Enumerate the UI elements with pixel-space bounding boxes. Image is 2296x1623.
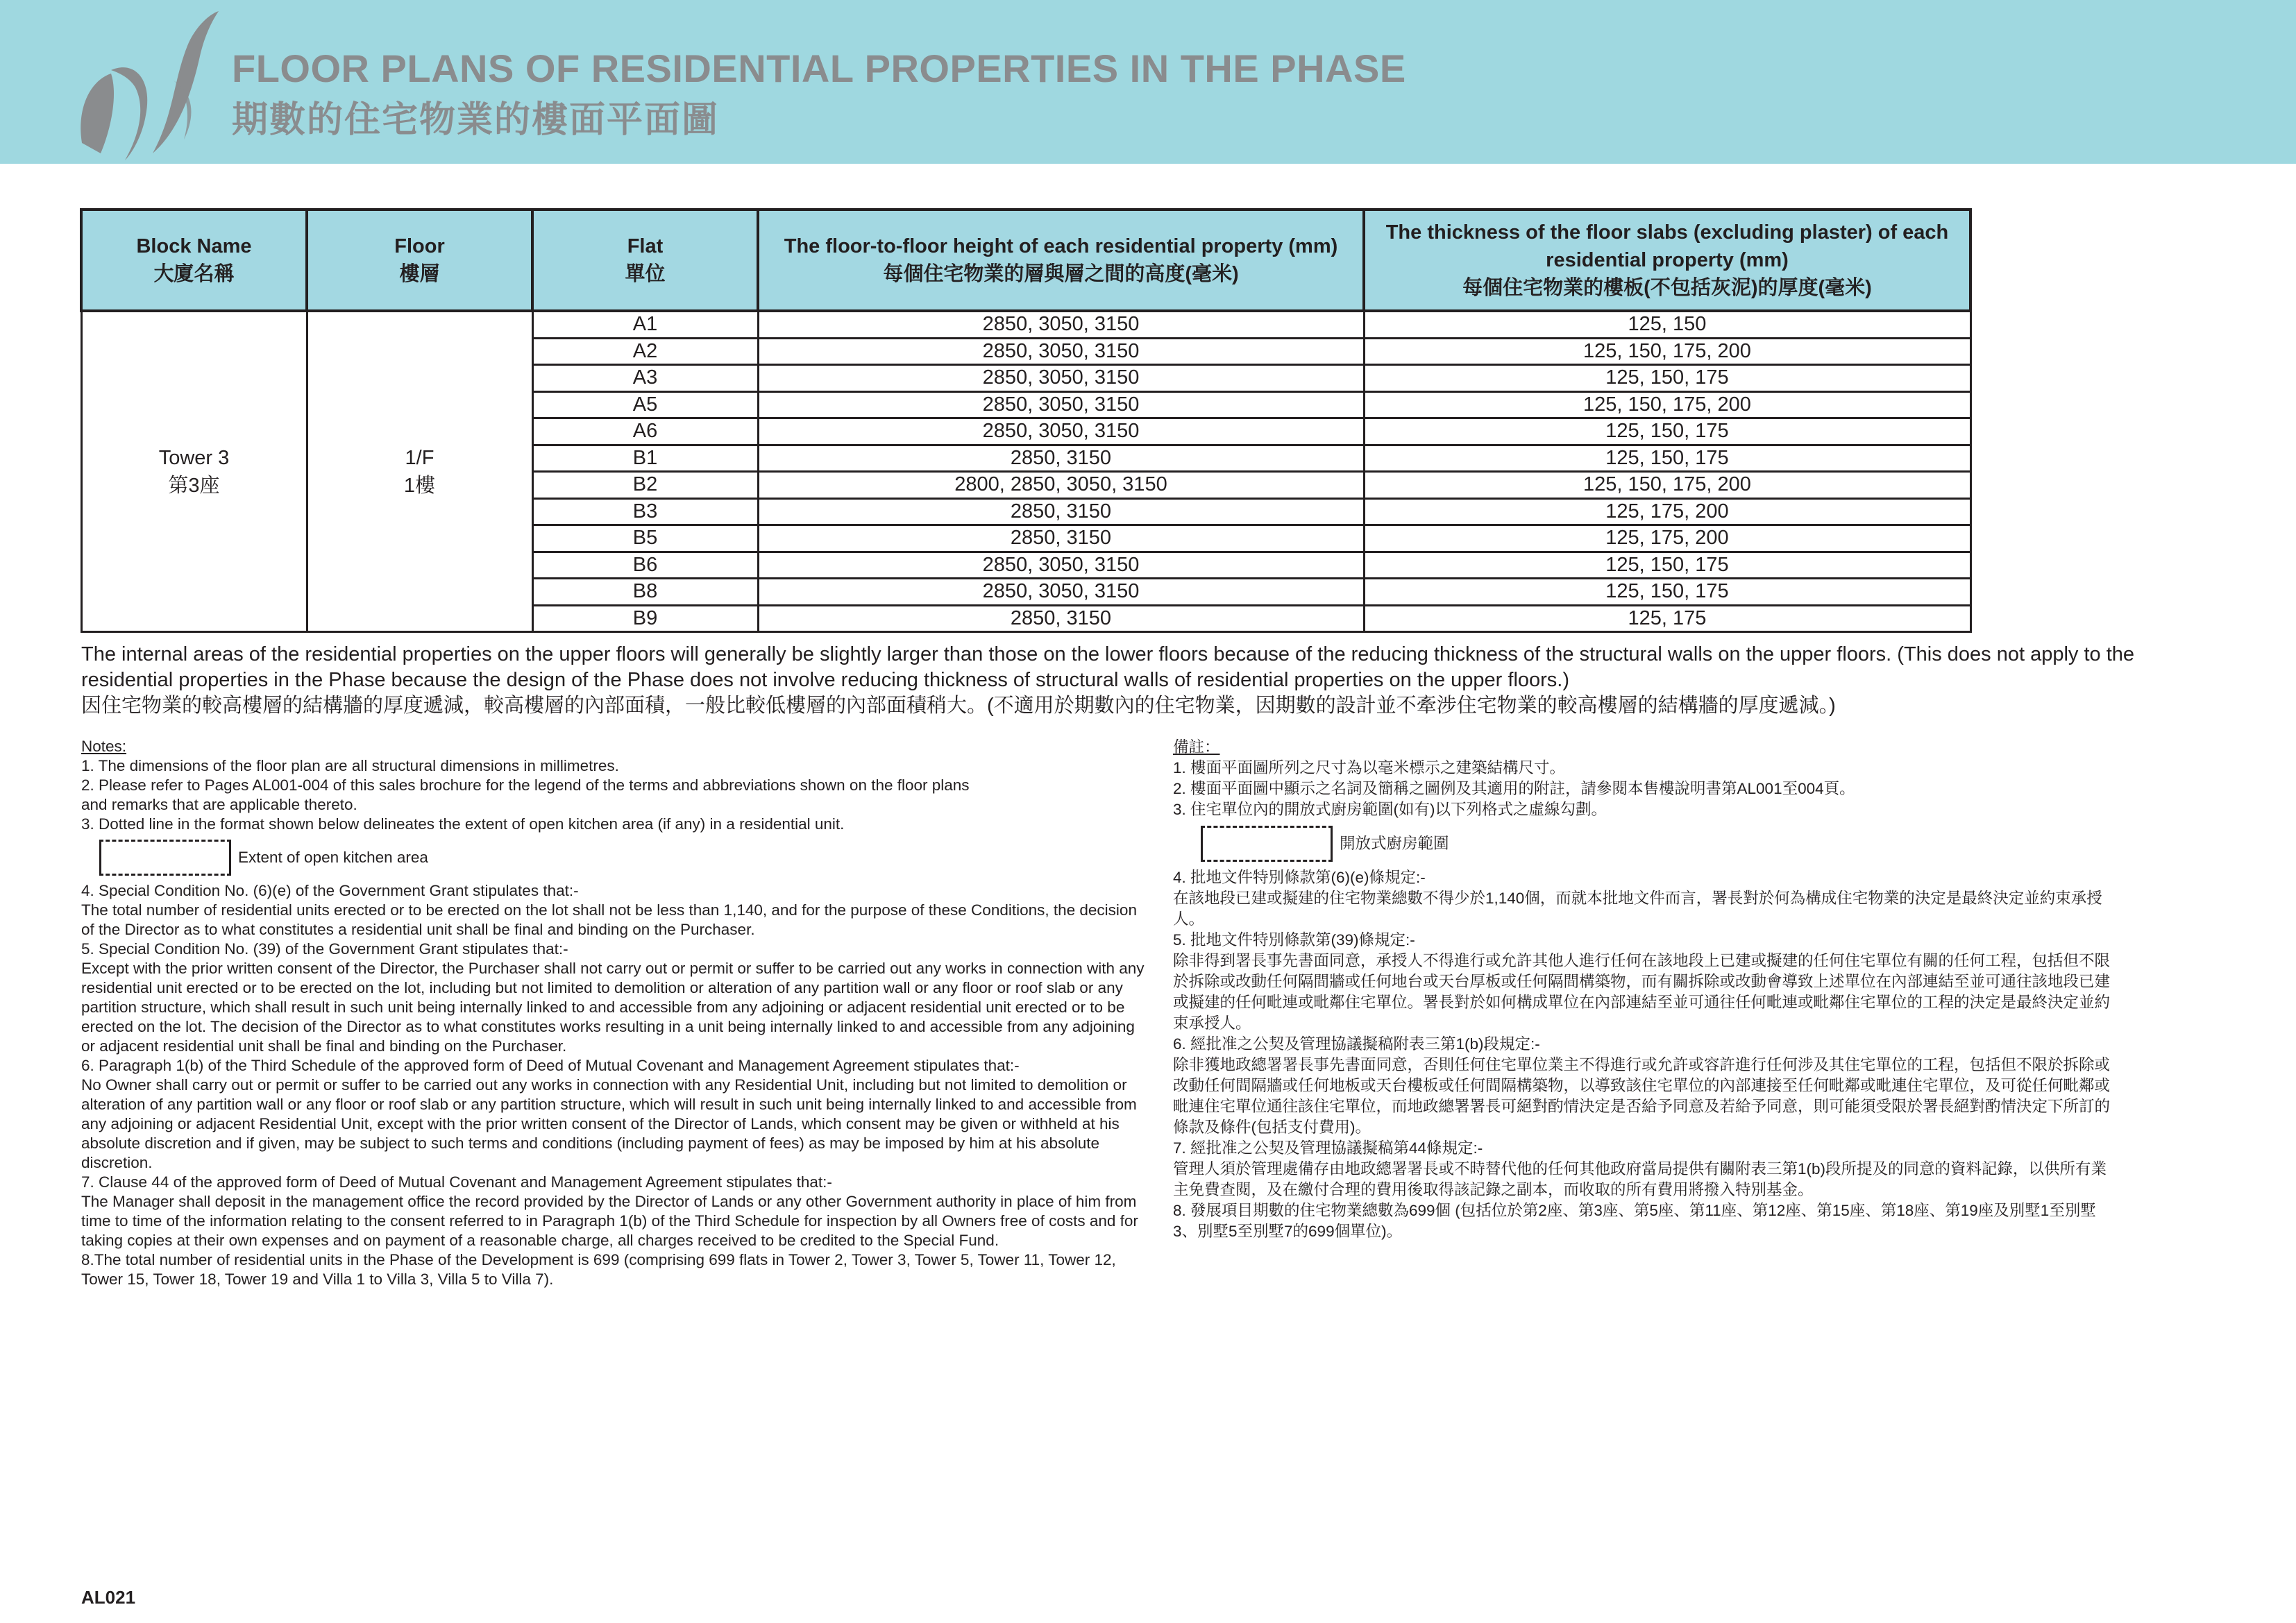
flat-cell: A6 [532, 418, 758, 445]
thickness-cell: 125, 175, 200 [1364, 498, 1970, 525]
flat-cell: A2 [532, 338, 758, 365]
note-zh-4-title: 4. 批地文件特別條款第(6)(e)條規定:- [1173, 869, 1426, 886]
note-zh-5-body: 除非得到署長事先書面同意，承授人不得進行或允許其他人進行任何在該地段上已建或擬建的任何住宅單位有關的任何工程，包括但不限於拆除或改動任何隔間牆或任何地台或天台厚板或任何隔間構築物，而有關拆除或改動會導致上述單位在內部連結至並可通往該地段已建或擬建的任何毗連或毗鄰住宅單位。署長對於如何構成單位在內部連結至並可通往任何毗連或毗鄰住宅單位的工程的決定是最終決定並約束承授人。 [1173, 952, 2111, 1032]
note-8: 8.The total number of residential units in the Phase of the Development is 699 (comprising 699 flats in Tower 2, Tower 3, Tower 5, Tower 11, Tower 12, Tower 15, Tower 18, Tower 19 and Villa 1 to Villa 3, Villa 5 to Villa 7). [81, 1251, 1116, 1288]
dotted-box-icon [99, 840, 231, 876]
header-banner [0, 0, 2296, 164]
page-title-en: FLOOR PLANS OF RESIDENTIAL PROPERTIES IN THE PHASE [232, 46, 1406, 90]
thickness-cell: 125, 150, 175 [1364, 579, 1970, 606]
thickness-cell: 125, 150, 175, 200 [1364, 472, 1970, 499]
thickness-cell: 125, 150, 175 [1364, 445, 1970, 472]
floor-spec-table [80, 208, 1972, 633]
interior-area-note [81, 642, 2177, 719]
note-zh-1: 1. 樓面平面圖所列之尺寸為以毫米標示之建築結構尺寸。 [1173, 759, 1566, 776]
notes-en [81, 737, 1150, 1289]
note-2: 2. Please refer to Pages AL001-004 of this sales brochure for the legend of the terms and abbreviations shown on the floor plans and remarks that are applicable thereto. [81, 776, 970, 813]
note-zh-6-body: 除非獲地政總署署長事先書面同意，否則任何住宅單位業主不得進行或允許或容許進行任何涉及其住宅單位的工程，包括但不限於拆除或改動任何間隔牆或任何地板或天台樓板或任何間隔構築物，以導致該住宅單位的內部連接至任何毗鄰或毗連住宅單位，及可從任何毗鄰或毗連住宅單位通往該住宅單位，而地政總署署長可絕對酌情決定是否給予同意及若給予同意，則可能須受限於署長絕對酌情決定下所訂的條款及條件(包括支付費用)。 [1173, 1056, 2111, 1136]
note-7-body: The Manager shall deposit in the management office the record provided by the Director of Lands or any other Government authority in place of him from time to time of the information relating to the consent referred to in Paragraph 1(b) of the Third Schedule for inspection by all Owners free of costs and for taking copies at their own expenses and on payment of a reasonable charge, all charges received to be credited to the Special Fund. [81, 1193, 1138, 1249]
floor-cell: 1/F 1樓 [307, 311, 532, 632]
height-cell: 2850, 3050, 3150 [758, 338, 1364, 365]
block-name-cell: Tower 3 第3座 [81, 311, 307, 632]
header-block-name: Block Name 大廈名稱 [81, 210, 307, 311]
header-floor: Floor 樓層 [307, 210, 532, 311]
note-3: 3. Dotted line in the format shown below delineates the extent of open kitchen area (if any) in a residential unit. [81, 815, 845, 833]
flat-cell: A1 [532, 311, 758, 338]
note-4-body: The total number of residential units erected or to be erected on the lot shall not be less than 1,140, and for the purpose of these Conditions, the decision of the Director as to what constitutes a residential unit shall be final and binding on the Purchaser. [81, 901, 1137, 938]
note-6-body: No Owner shall carry out or permit or suffer to be carried out any works in connection with any Residential Unit, including but not limited to demolition or alteration of any partition wall or any floor or roof slab or any partition structure, which will result in such unit being internally linked to and accessible from any adjoining or adjacent Residential Unit, except with the prior written consent of the Director of Lands, which consent may be given or withheld at his absolute discretion and if given, may be subject to such terms and conditions (including payment of fees) as may be imposed by him at his absolute discretion. [81, 1076, 1137, 1171]
header-flat: Flat 單位 [532, 210, 758, 311]
thickness-cell: 125, 175, 200 [1364, 525, 1970, 552]
note-zh-3: 3. 住宅單位內的開放式廚房範圍(如有)以下列格式之虛線勾劃。 [1173, 801, 1607, 818]
interior-note-zh: 因住宅物業的較高樓層的結構牆的厚度遞減，較高樓層的內部面積，一般比較低樓層的內部面積稍大。(不適用於期數內的住宅物業，因期數的設計並不牽涉住宅物業的較高樓層的結構牆的厚度遞減。) [81, 695, 1836, 717]
thickness-cell: 125, 175 [1364, 605, 1970, 632]
legend-label-zh: 開放式廚房範圍 [1340, 835, 1449, 852]
height-cell: 2850, 3150 [758, 445, 1364, 472]
note-zh-6-title: 6. 經批准之公契及管理協議擬稿附表三第1(b)段規定:- [1173, 1035, 1540, 1053]
height-cell: 2850, 3150 [758, 498, 1364, 525]
thickness-cell: 125, 150 [1364, 311, 1970, 338]
note-zh-4-body: 在該地段已建或擬建的住宅物業總數不得少於1,140個，而就本批地文件而言，署長對於何為構成住宅物業的決定是最終決定並約束承授人。 [1173, 890, 2102, 928]
note-6-title: 6. Paragraph 1(b) of the Third Schedule of the approved form of Deed of Mutual Covenant and Management Agreement stipulates that:- [81, 1057, 1020, 1074]
brand-logo-icon [69, 4, 229, 164]
thickness-cell: 125, 150, 175, 200 [1364, 338, 1970, 365]
flat-cell: B5 [532, 525, 758, 552]
notes-heading: Notes: [81, 738, 127, 755]
height-cell: 2850, 3050, 3150 [758, 365, 1364, 392]
flat-cell: A3 [532, 365, 758, 392]
interior-note-en: The internal areas of the residential properties on the upper floors will generally be slightly larger than those on the lower floors because of the reducing thickness of the structural walls on the upper floors. (This does not apply to the residential properties in the Phase because the design of the Phase does not involve reducing thickness of structural walls of residential properties on the upper floors.) [81, 643, 2135, 691]
flat-cell: B6 [532, 552, 758, 579]
height-cell: 2850, 3150 [758, 605, 1364, 632]
height-cell: 2850, 3050, 3150 [758, 391, 1364, 418]
note-zh-7-title: 7. 經批准之公契及管理協議擬稿第44條規定:- [1173, 1139, 1483, 1157]
height-cell: 2850, 3150 [758, 525, 1364, 552]
thickness-cell: 125, 150, 175 [1364, 418, 1970, 445]
note-5-title: 5. Special Condition No. (39) of the Government Grant stipulates that:- [81, 940, 568, 958]
flat-cell: B9 [532, 605, 758, 632]
notes-heading-zh: 備註： [1173, 738, 1220, 756]
header-slab-thickness: The thickness of the floor slabs (excluding plaster) of each residential property (mm) 每個住宅物業的樓板(不包括灰泥)的厚度(毫米) [1364, 210, 1970, 311]
flat-cell: A5 [532, 391, 758, 418]
table-row [81, 311, 1970, 338]
note-5-body: Except with the prior written consent of the Director, the Purchaser shall not carry out or permit or suffer to be carried out any works in connection with any residential unit erected or to be erected on the lot, including but not limited to demolition or alteration of any partition wall or any floor or roof slab or any partition structure, which shall result in such unit being internally linked to and accessible from any adjoining or adjacent residential unit erected or to be erected on the lot. The decision of the Director as to what constitutes works resulting in a unit being internally linked to and accessible from any adjoining or adjacent residential unit shall be final and binding on the Purchaser. [81, 960, 1145, 1055]
table-header-row [81, 210, 1970, 311]
height-cell: 2850, 3050, 3150 [758, 418, 1364, 445]
legend-label: Extent of open kitchen area [238, 849, 428, 866]
note-7-title: 7. Clause 44 of the approved form of Deed of Mutual Covenant and Management Agreement stipulates that:- [81, 1173, 832, 1191]
flat-cell: B8 [532, 579, 758, 606]
note-zh-2: 2. 樓面平面圖中顯示之名詞及簡稱之圖例及其適用的附註，請參閱本售樓說明書第AL001至004頁。 [1173, 780, 1855, 797]
note-zh-5-title: 5. 批地文件特別條款第(39)條規定:- [1173, 931, 1415, 949]
height-cell: 2800, 2850, 3050, 3150 [758, 472, 1364, 499]
page-number: AL021 [81, 1587, 136, 1608]
dotted-box-icon [1201, 826, 1333, 862]
note-1: 1. The dimensions of the floor plan are all structural dimensions in millimetres. [81, 757, 619, 774]
header-floor-height: The floor-to-floor height of each residential property (mm) 每個住宅物業的層與層之間的高度(毫米) [758, 210, 1364, 311]
note-zh-7-body: 管理人須於管理處備存由地政總署署長或不時替代他的任何其他政府當局提供有關附表三第1(b)段所提及的同意的資料記錄，以供所有業主免費查閱，及在繳付合理的費用後取得該記錄之副本，而收取的所有費用將撥入特別基金。 [1173, 1160, 2107, 1198]
thickness-cell: 125, 150, 175 [1364, 552, 1970, 579]
height-cell: 2850, 3050, 3150 [758, 552, 1364, 579]
open-kitchen-legend [99, 837, 1150, 878]
open-kitchen-legend-zh [1201, 823, 2110, 865]
flat-cell: B3 [532, 498, 758, 525]
height-cell: 2850, 3050, 3150 [758, 311, 1364, 338]
note-zh-8: 8. 發展項目期數的住宅物業總數為699個 (包括位於第2座、第3座、第5座、第11座、第12座、第15座、第18座、第19座及別墅1至別墅3、別墅5至別墅7的699個單位)。 [1173, 1202, 2096, 1240]
thickness-cell: 125, 150, 175 [1364, 365, 1970, 392]
note-4-title: 4. Special Condition No. (6)(e) of the Government Grant stipulates that:- [81, 882, 579, 899]
flat-cell: B2 [532, 472, 758, 499]
thickness-cell: 125, 150, 175, 200 [1364, 391, 1970, 418]
page-title-zh: 期數的住宅物業的樓面平面圖 [232, 100, 720, 140]
flat-cell: B1 [532, 445, 758, 472]
height-cell: 2850, 3050, 3150 [758, 579, 1364, 606]
notes-zh [1173, 737, 2110, 1242]
